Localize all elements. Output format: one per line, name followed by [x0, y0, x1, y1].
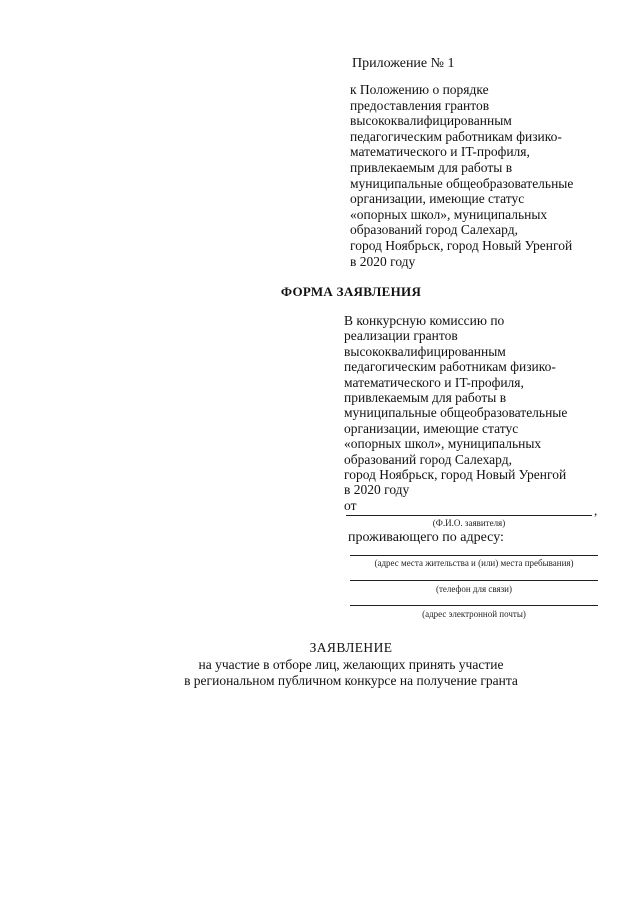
- addressee-line: образований город Салехард,: [344, 451, 512, 467]
- appendix-line: предоставления грантов: [350, 97, 490, 113]
- addressee-line: привлекаемым для работы в: [344, 390, 507, 406]
- addressee-block: [344, 313, 634, 513]
- appendix-title: Приложение № 1: [352, 56, 455, 71]
- addressee-line: «опорных школ», муниципальных: [344, 436, 542, 452]
- appendix-text: [350, 82, 630, 269]
- address-caption: (адрес места жительства и (или) места пребывания): [374, 558, 574, 568]
- residing-label: проживающего по адресу:: [348, 530, 504, 545]
- appendix-line: к Положению о порядке: [350, 82, 489, 97]
- form-heading: ФОРМА ЗАЯВЛЕНИЯ: [280, 284, 422, 299]
- email-caption: (адрес электронной почты): [422, 609, 526, 619]
- statement-subtitle-line: на участие в отборе лиц, желающих принять участие: [198, 657, 504, 672]
- appendix-line: «опорных школ», муниципальных: [350, 206, 548, 222]
- appendix-line: муниципальные общеобразовательные: [350, 175, 574, 191]
- address-field[interactable]: [350, 555, 598, 556]
- appendix-line: высококвалифицированным: [350, 113, 512, 129]
- phone-caption: (телефон для связи): [435, 584, 512, 594]
- applicant-name-field[interactable]: [346, 515, 592, 516]
- statement-title: ЗАЯВЛЕНИЕ: [309, 640, 393, 655]
- appendix-line: город Ноябрьск, город Новый Уренгой: [350, 237, 573, 253]
- appendix-line: привлекаемым для работы в: [350, 159, 513, 175]
- appendix-line: организации, имеющие статус: [350, 191, 525, 207]
- email-field[interactable]: [350, 605, 598, 606]
- addressee-line: организации, имеющие статус: [344, 420, 519, 436]
- addressee-line: город Ноябрьск, город Новый Уренгой: [344, 467, 567, 483]
- name-comma: ,: [594, 503, 598, 518]
- addressee-line: в 2020 году: [344, 482, 410, 498]
- statement-heading: [0, 640, 640, 689]
- addressee-line: реализации грантов: [344, 328, 458, 344]
- addressee-line: математического и IT-профиля,: [344, 374, 524, 390]
- addressee-line: муниципальные общеобразовательные: [344, 405, 568, 421]
- appendix-line: математического и IT-профиля,: [350, 144, 530, 160]
- addressee-line: высококвалифицированным: [344, 343, 506, 359]
- appendix-line: в 2020 году: [350, 253, 416, 269]
- applicant-name-caption: (Ф.И.О. заявителя): [432, 518, 506, 528]
- statement-subtitle-line: в региональном публичном конкурсе на получение гранта: [184, 673, 518, 688]
- phone-field[interactable]: [350, 580, 598, 581]
- addressee-line: педагогическим работникам физико-: [344, 359, 556, 375]
- addressee-from-label: от: [344, 497, 357, 513]
- addressee-line: В конкурсную комиссию по: [344, 313, 505, 328]
- appendix-line: педагогическим работникам физико-: [350, 128, 562, 144]
- appendix-line: образований город Салехард,: [350, 222, 518, 238]
